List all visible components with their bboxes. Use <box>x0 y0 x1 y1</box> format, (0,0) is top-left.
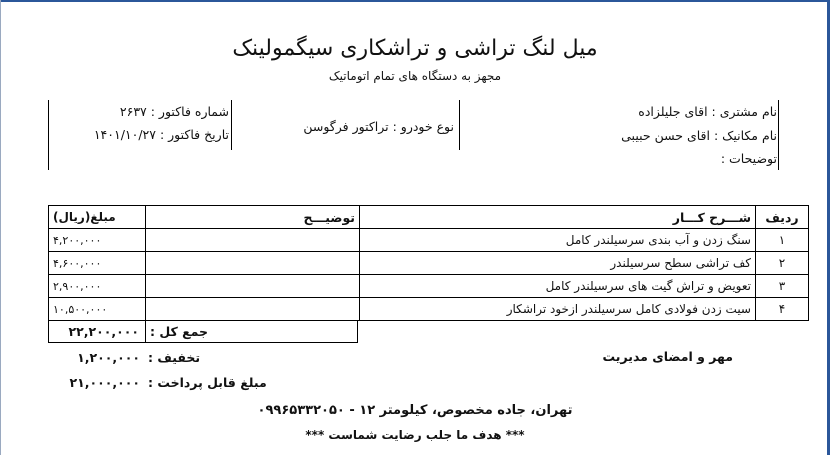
divider <box>459 100 460 150</box>
row-notes <box>146 298 360 321</box>
total-label: جمع کل : <box>150 324 209 339</box>
header-work-description: شـــرح کـــار <box>360 206 756 229</box>
table-header-row <box>49 206 809 229</box>
table-row <box>49 229 809 252</box>
row-amount: ۴,۶۰۰,۰۰۰ <box>49 252 146 275</box>
row-work: سیت زدن فولادی کامل سرسیلندر ازخود تراشکار <box>360 298 756 321</box>
mechanic-name: نام مکانیک : اقای حسن حبیبی <box>621 128 777 143</box>
signature-label: مهر و امضای مدیریت <box>602 349 733 364</box>
row-amount: ۴,۲۰۰,۰۰۰ <box>49 229 146 252</box>
discount-value: ۱,۲۰۰,۰۰۰ <box>77 350 140 365</box>
row-notes <box>146 275 360 298</box>
row-number: ۱ <box>756 229 809 252</box>
row-work: تعویض و تراش گیت های سرسیلندر کامل <box>360 275 756 298</box>
address: تهران، جاده مخصوص، کیلومتر ۱۲ - ۰۹۹۶۵۳۳۲۰۵۰ <box>257 403 573 418</box>
payable-value: ۲۱,۰۰۰,۰۰۰ <box>69 375 140 390</box>
header-notes: توضیـــح <box>146 206 360 229</box>
divider <box>778 100 779 170</box>
row-work: سنگ زدن و آب بندی سرسیلندر کامل <box>360 229 756 252</box>
row-notes <box>146 229 360 252</box>
table-row <box>49 252 809 275</box>
payable-label: مبلغ قابل پرداخت : <box>148 375 267 390</box>
vehicle-type: نوع خودرو : تراکتور فرگوسن <box>303 119 454 134</box>
shop-title: میل لنگ تراشی و تراشکاری سیگمولینک <box>232 36 598 61</box>
divider <box>48 100 49 170</box>
row-work: کف تراشی سطح سرسیلندر <box>360 252 756 275</box>
header-radif: ردیف <box>756 206 809 229</box>
row-number: ۴ <box>756 298 809 321</box>
table-row <box>49 275 809 298</box>
row-notes <box>146 252 360 275</box>
shop-subtitle: مجهز به دستگاه های تمام اتوماتیک <box>328 69 502 83</box>
discount-label: تخفیف : <box>148 350 201 365</box>
row-amount: ۱۰,۵۰۰,۰۰۰ <box>49 298 146 321</box>
total-value: ۲۲,۲۰۰,۰۰۰ <box>68 324 139 339</box>
row-amount: ۲,۹۰۰,۰۰۰ <box>49 275 146 298</box>
items-table <box>48 205 809 321</box>
notes: توضیحات : <box>720 151 777 166</box>
row-number: ۲ <box>756 252 809 275</box>
divider <box>231 100 232 150</box>
divider <box>145 320 146 342</box>
invoice-date: تاریخ فاکتور : ۱۴۰۱/۱۰/۲۷ <box>93 127 229 142</box>
customer-name: نام مشتری : اقای جلیلزاده <box>638 104 777 119</box>
table-row <box>49 298 809 321</box>
slogan: *** هدف ما جلب رضایت شماست *** <box>305 428 525 442</box>
total-row <box>48 320 358 343</box>
header-amount: مبلغ(ریال) <box>49 206 146 229</box>
row-number: ۳ <box>756 275 809 298</box>
invoice-number: شماره فاکتور : ۲۶۳۷ <box>119 104 229 119</box>
window-border-top <box>0 0 830 2</box>
